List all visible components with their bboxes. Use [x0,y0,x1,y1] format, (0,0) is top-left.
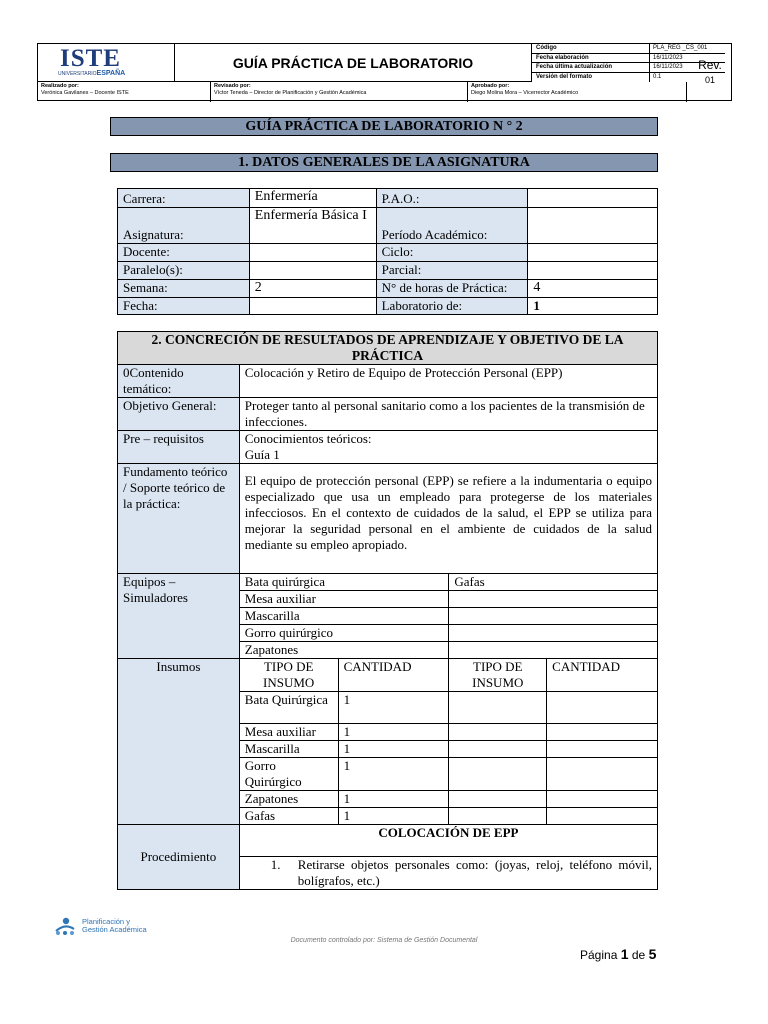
prereq-label: Pre – requisitos [118,431,240,464]
procedimiento-steps [239,857,657,890]
footer-logo [52,917,172,937]
section1-title: 1. DATOS GENERALES DE LA ASIGNATURA [110,153,658,172]
procedure-step [245,857,652,889]
ciclo-value [528,244,658,262]
reviewed-by: Revisado por: Víctor Teneda – Director de Planificación y Gestión Académica [211,82,468,102]
equipo-item [449,642,658,659]
parcial-value [528,262,658,280]
revision-label: Rev. [698,58,722,72]
approved-by: Aprobado por: Diego Molina Mora – Vicerrector Académico [468,82,687,102]
laboratorio-label: Laboratorio de: [376,298,528,315]
pao-value [528,189,658,208]
semana-label: Semana: [118,280,250,298]
horas-label: N° de horas de Práctica: [376,280,528,298]
procedimiento-title: COLOCACIÓN DE EPP [239,825,657,857]
paralelo-value [249,262,376,280]
equipo-item: Bata quirúrgica [239,574,449,591]
parcial-label: Parcial: [376,262,528,280]
insumo-tipo [449,724,547,741]
general-data-table [117,188,658,315]
equipo-item: Zapatones [239,642,449,659]
header-title: GUÍA PRÁCTICA DE LABORATORIO [175,44,532,82]
insumo-cantidad: 1 [338,758,449,791]
equipo-item: Gafas [449,574,658,591]
meta-row: Fecha última actualización 16/11/2023 [532,63,725,73]
equipo-item: Gorro quirúrgico [239,625,449,642]
made-by: Realizado por: Verónica Gavilanes – Docente ISTE [38,82,211,102]
insumo-tipo [449,758,547,791]
fecha-label: Fecha: [118,298,250,315]
laboratorio-value: 1 [528,298,658,315]
insumo-cantidad: 1 [338,741,449,758]
procedimiento-label: Procedimiento [118,825,240,890]
guide-title: GUÍA PRÁCTICA DE LABORATORIO N ° 2 [110,117,658,136]
fecha-value [249,298,376,315]
prereq-value [239,431,657,464]
footer-logo-text: Planificación y Gestión Académica [82,917,147,934]
planning-logo-icon [52,917,78,937]
insumo-tipo: Mesa auxiliar [239,724,338,741]
insumos-header: CANTIDAD [547,659,658,692]
equipo-item: Mesa auxiliar [239,591,449,608]
insumo-cantidad [547,741,658,758]
meta-row: Versión del formato 0.1 [532,73,725,83]
section2-title: 2. CONCRECIÓN DE RESULTADOS DE APRENDIZAJE Y OBJETIVO DE LA PRÁCTICA [118,332,658,365]
asignatura-value: Enfermería Básica I [249,208,376,244]
insumo-tipo: Zapatones [239,791,338,808]
paralelo-label: Paralelo(s): [118,262,250,280]
pao-label: P.A.O.: [376,189,528,208]
insumo-tipo: Mascarilla [239,741,338,758]
prereq-line: Guía 1 [244,447,280,462]
equipos-label: Equipos – Simuladores [118,574,240,659]
insumos-header: TIPO DE INSUMO [239,659,338,692]
logo-subtitle: UNIVERSITARIOESPAÑA [58,70,126,77]
insumo-tipo [449,808,547,825]
insumo-tipo: Bata Quirúrgica [239,692,338,724]
insumo-cantidad: 1 [338,692,449,724]
insumo-cantidad [547,758,658,791]
fundamento-value: El equipo de protección personal (EPP) se refiere a la indumentaria o equipo especializado que usa un empleado para protegerse de los materiales infecciosos. En el contexto de cuidados de la salud, el EPP se utiliza para mejorar la seguridad personal en el ambiente de cuidados de la salud mediante su empleo apropiado. [239,464,657,574]
insumo-cantidad [547,791,658,808]
step-text: Retirarse objetos personales como: (joyas, reloj, teléfono móvil, bolígrafos, etc.) [297,857,652,888]
objetivo-value: Proteger tanto al personal sanitario como a los pacientes de la transmisión de infecciones. [239,398,657,431]
carrera-label: Carrera: [118,189,250,208]
meta-row: Código PLA_REG _CS_001 [532,44,725,54]
carrera-value: Enfermería [249,189,376,208]
revision-box [687,44,733,102]
contenido-label: 0Contenido temático: [118,365,240,398]
insumo-cantidad [547,808,658,825]
insumo-tipo [449,791,547,808]
ciclo-label: Ciclo: [376,244,528,262]
insumo-cantidad: 1 [338,791,449,808]
horas-value: 4 [528,280,658,298]
document-header [37,43,732,101]
equipo-item: Mascarilla [239,608,449,625]
page-number: Página 1 de 5 [580,946,657,962]
contenido-value: Colocación y Retiro de Equipo de Protección Personal (EPP) [239,365,657,398]
prereq-line: Conocimientos teóricos: [244,431,372,446]
header-meta [532,44,708,82]
iste-logo [38,44,175,82]
document-control-note: Documento controlado por: Sistema de Gestión Documental [290,937,478,944]
docente-label: Docente: [118,244,250,262]
insumo-cantidad: 1 [338,724,449,741]
insumo-cantidad [547,724,658,741]
insumo-tipo: Gorro Quirúrgico [239,758,338,791]
meta-row: Fecha elaboración 16/11/2023 [532,54,725,64]
equipo-item [449,608,658,625]
revision-number: 01 [704,75,715,85]
equipo-item [449,625,658,642]
insumo-tipo [449,741,547,758]
insumos-header: CANTIDAD [338,659,449,692]
periodo-value [528,208,658,244]
step-number: 1. [270,857,281,872]
insumo-cantidad [547,692,658,724]
fundamento-label: Fundamento teórico / Soporte teórico de la práctica: [118,464,240,574]
insumo-cantidad: 1 [338,808,449,825]
periodo-label: Período Académico: [376,208,528,244]
learning-outcomes-table [117,331,658,890]
asignatura-label: Asignatura: [118,208,250,244]
objetivo-label: Objetivo General: [118,398,240,431]
equipo-item [449,591,658,608]
docente-value [249,244,376,262]
semana-value: 2 [249,280,376,298]
insumo-tipo: Gafas [239,808,338,825]
insumos-label: Insumos [118,659,240,825]
insumos-header: TIPO DE INSUMO [449,659,547,692]
logo-text: ISTE [60,45,121,72]
insumo-tipo [449,692,547,724]
